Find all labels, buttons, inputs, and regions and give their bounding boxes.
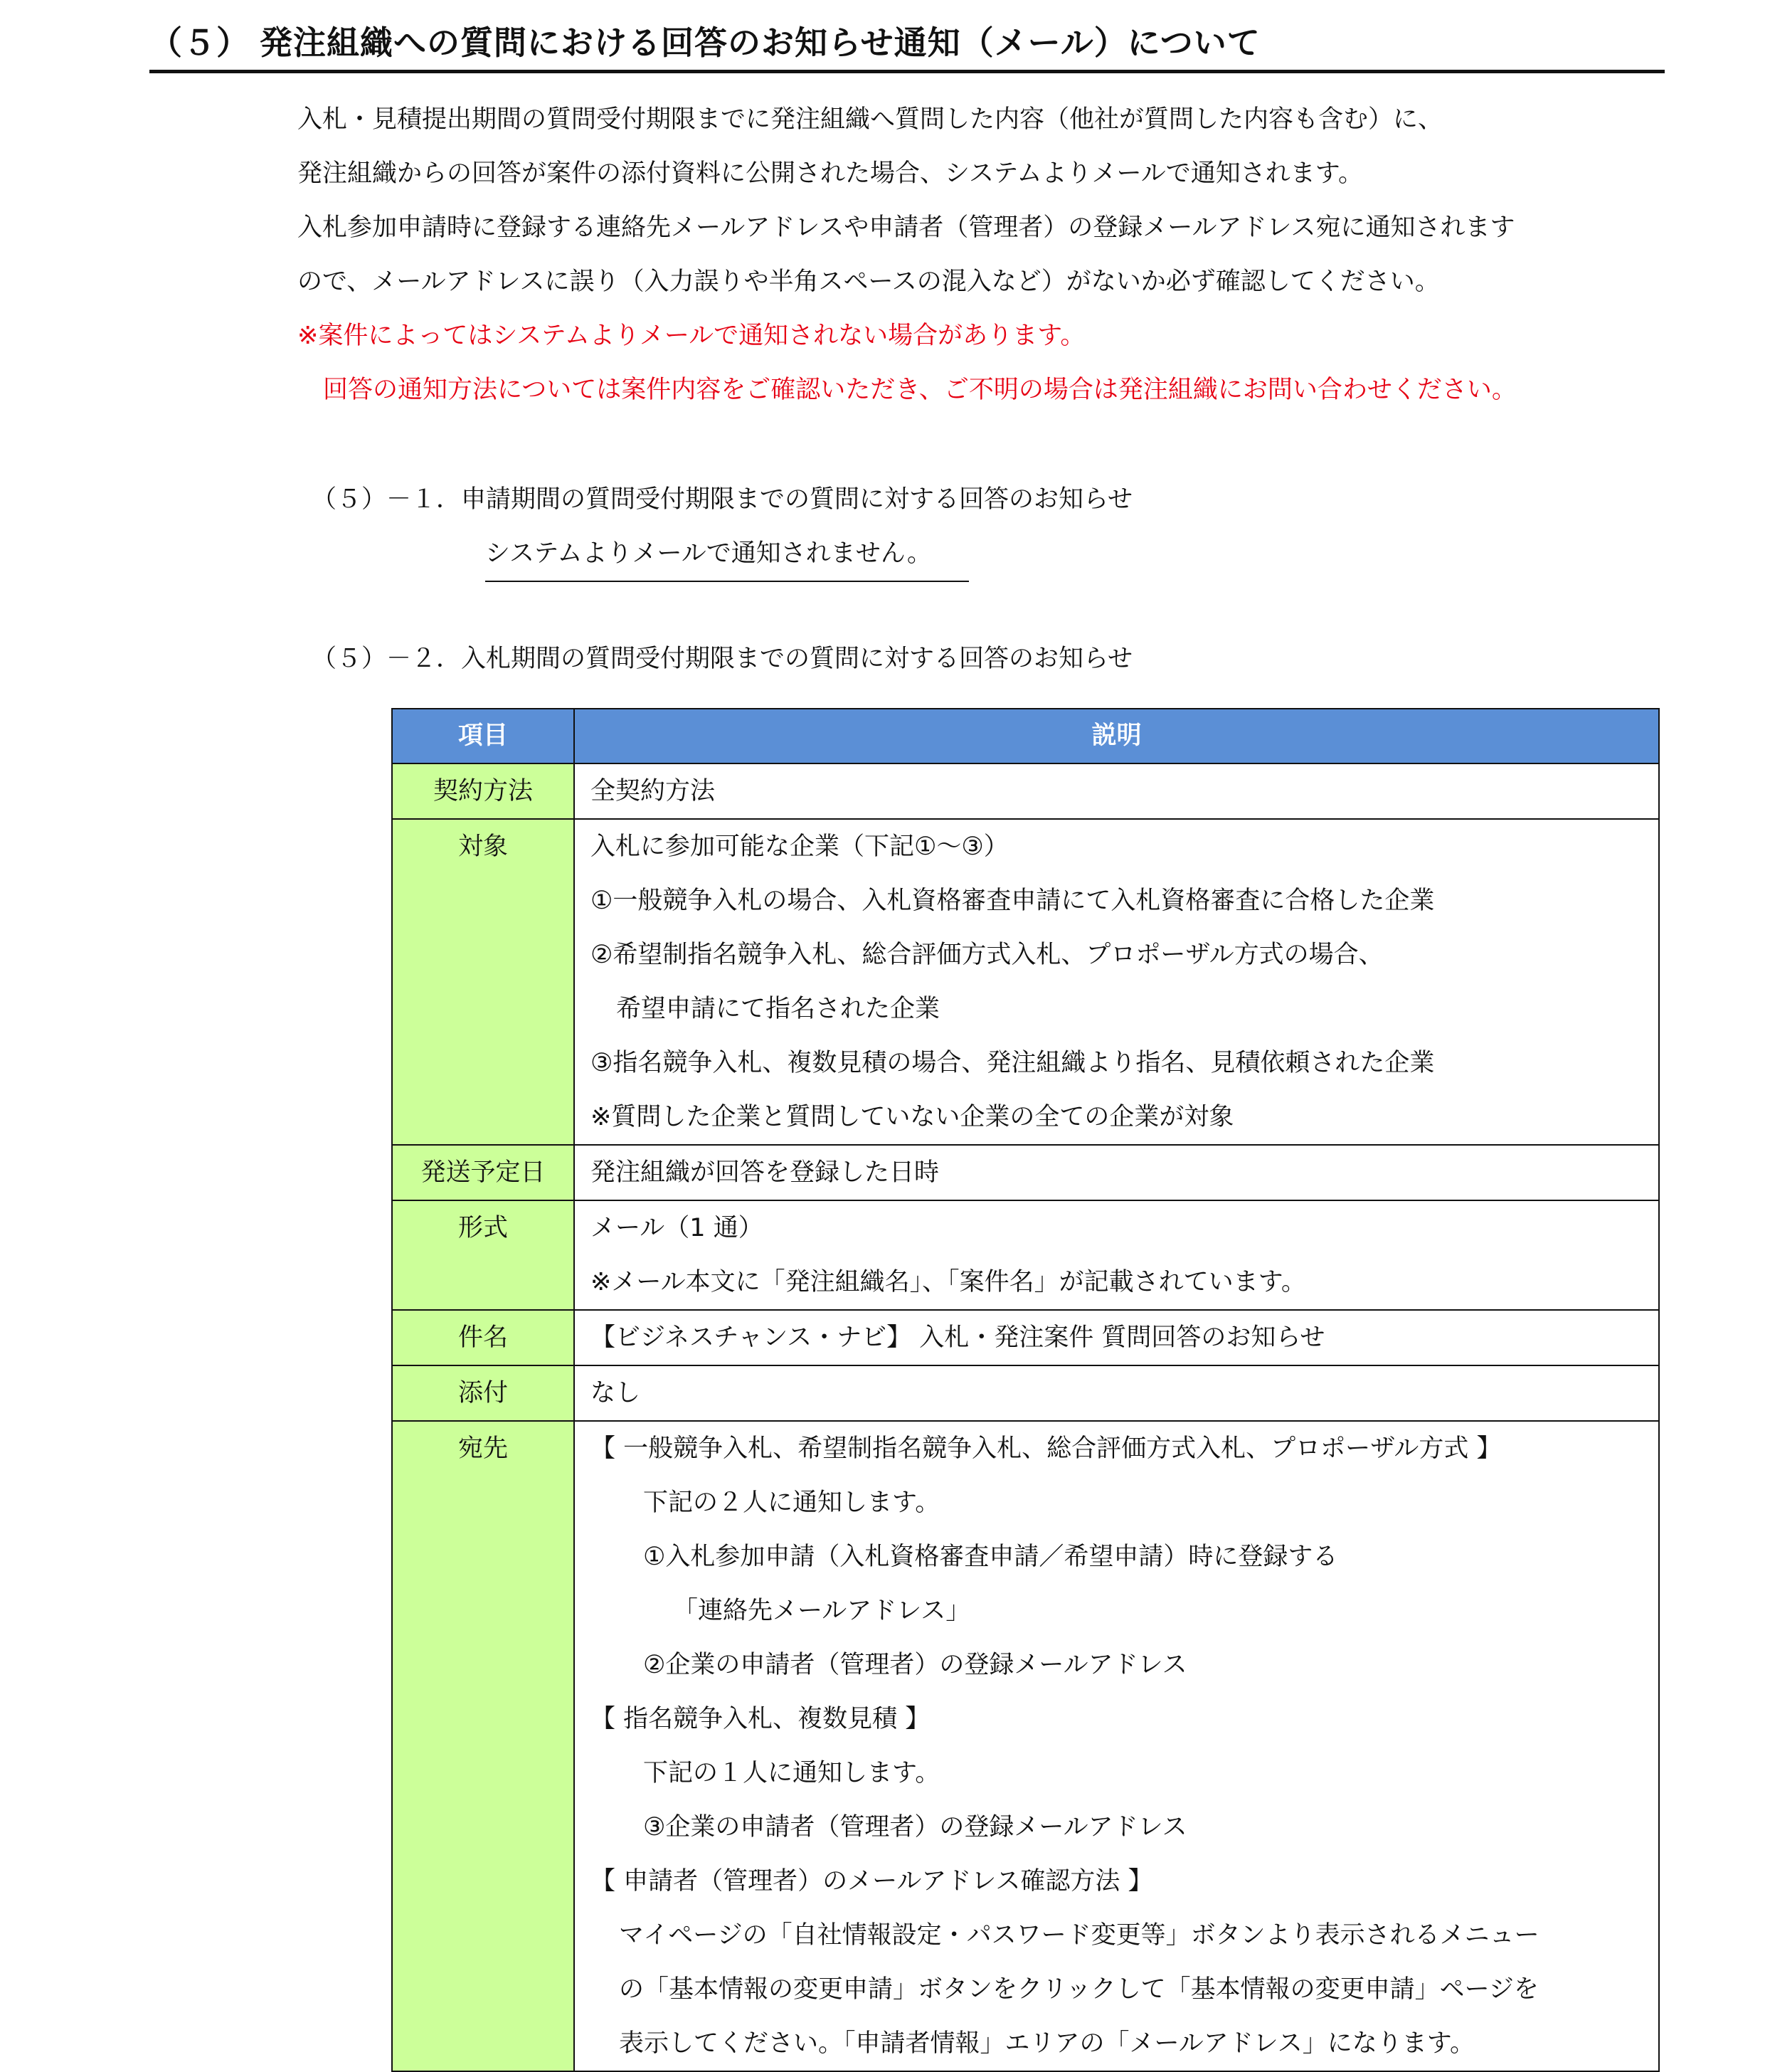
table-header-row [392,709,1659,763]
row-value [574,1310,1659,1365]
value-line: メール（1 通） [590,1214,763,1242]
row-value [574,1421,1659,2071]
row-value [574,1365,1659,1421]
row-key: 添付 [392,1365,574,1421]
header-item: 項目 [392,709,574,763]
value-line: 表示してください。「申請者情報」エリアの「メールアドレス」になります。 [619,2029,1475,2058]
subsection-1-note: システムよりメールで通知されません。 [485,527,969,582]
value-line: 【 一般競争入札、希望制指名競争入札、総合評価方式入札、プロポーザル方式 】 [590,1434,1502,1463]
value-line: 下記の２人に通知します。 [643,1489,940,1517]
table-row-format [392,1200,1659,1310]
table-row-recipient [392,1421,1659,2071]
row-value [574,1200,1659,1310]
value-line: 発注組織が回答を登録した日時 [590,1158,940,1187]
section-number: （５） [149,23,250,62]
row-value [574,763,1659,819]
row-key: 宛先 [392,1421,574,2071]
table-row-contract [392,763,1659,819]
value-line: ②企業の申請者（管理者）の登録メールアドレス [643,1651,1187,1679]
value-line: 下記の１人に通知します。 [643,1759,940,1787]
row-key: 発送予定日 [392,1145,574,1200]
row-key: 件名 [392,1310,574,1365]
table-row-send-date [392,1145,1659,1200]
intro-line: 入札参加申請時に登録する連絡先メールアドレスや申請者（管理者）の登録メールアドレス宛に通知されます [297,213,1515,242]
subsection-2-title: （５）－２．入札期間の質問受付期限までの質問に対する回答のお知らせ [312,645,1133,673]
row-value [574,819,1659,1145]
value-line: 【 申請者（管理者）のメールアドレス確認方法 】 [590,1867,1153,1896]
value-line: 【 指名競争入札、複数見積 】 [590,1705,931,1733]
value-line: ③指名競争入札、複数見積の場合、発注組織より指名、見積依頼された企業 [590,1049,1435,1077]
section-heading [149,16,1665,73]
value-line: ※メール本文に「発注組織名」、「案件名」が記載されています。 [590,1268,1306,1296]
value-line: ①一般競争入札の場合、入札資格審査申請にて入札資格審査に合格した企業 [590,887,1435,915]
header-description: 説明 [574,709,1659,763]
value-line: 全契約方法 [590,777,716,805]
value-line: 【ビジネスチャンス・ナビ】 入札・発注案件 質問回答のお知らせ [590,1323,1325,1352]
row-key: 形式 [392,1200,574,1310]
table-row-target [392,819,1659,1145]
value-line: ①入札参加申請（入札資格審査申請／希望申請）時に登録する [643,1543,1338,1571]
table-row-subject [392,1310,1659,1365]
value-line: なし [590,1379,641,1407]
notification-table [391,708,1660,2072]
table-row-attachment [392,1365,1659,1421]
value-line: ※質問した企業と質問していない企業の全ての企業が対象 [590,1103,1234,1131]
value-line: 「連絡先メールアドレス」 [673,1597,971,1625]
value-line: ②希望制指名競争入札、総合評価方式入札、プロポーザル方式の場合、 [590,941,1384,969]
value-line: 入札に参加可能な企業（下記①～③） [590,832,1009,861]
intro-line: ので、メールアドレスに誤り（入力誤りや半角スペースの混入など）がないか必ず確認してください。 [297,268,1440,296]
subsection-1-title: （５）－１．申請期間の質問受付期限までの質問に対する回答のお知らせ [312,485,1133,514]
section-title: 発注組織への質問における回答のお知らせ通知（メール）について [260,23,1261,62]
row-value [574,1145,1659,1200]
value-line: 希望申請にて指名された企業 [616,995,940,1023]
value-line: ③企業の申請者（管理者）の登録メールアドレス [643,1813,1187,1841]
value-line: マイページの「自社情報設定・パスワード変更等」ボタンより表示されるメニュー [619,1921,1539,1950]
intro-line: 発注組織からの回答が案件の添付資料に公開された場合、システムよりメールで通知されます。 [297,159,1364,188]
warning-line: ※案件によってはシステムよりメールで通知されない場合があります。 [297,322,1086,350]
intro-line: 入札・見積提出期間の質問受付期限までに発注組織へ質問した内容（他社が質問した内容も含む）に、 [297,105,1443,134]
row-key: 対象 [392,819,574,1145]
value-line: の「基本情報の変更申請」ボタンをクリックして「基本情報の変更申請」ページを [619,1975,1539,2004]
warning-line: 回答の通知方法については案件内容をご確認いただき、ご不明の場合は発注組織にお問い合わせください。 [323,376,1517,404]
row-key: 契約方法 [392,763,574,819]
intro-paragraph [297,92,1685,417]
